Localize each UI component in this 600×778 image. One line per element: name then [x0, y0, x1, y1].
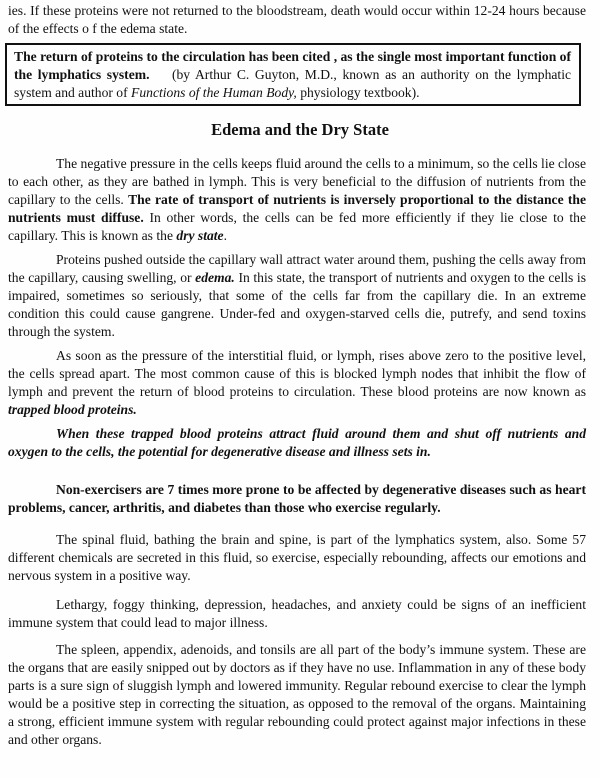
callout-book-title: Functions of the Human Body, [131, 85, 297, 100]
p1-bold-statement: The rate of transport of nutrients is inversely proportional to the distance the nutrients must diffuse. [8, 192, 586, 225]
quote-callout-box [5, 43, 581, 106]
paragraph-immune-organs: The spleen, appendix, adenoids, and tonsils are all part of the body’s immune system. These are the organs that are easily snipped out by doctors as if they have no use. Inflammation in any of these body parts is a sure sign of sluggish lymph and lowered immunity. Regular rebound exercise to clear the lymph would be a positive step in correcting the situation, as opposed to the removal of the organs. Maintaining a strong, efficient immune system with regular rebounding could protect against major infections in these and other organs. [8, 642, 586, 747]
p2-text-a: Proteins pushed outside the capillary wall attract water around them, pushing the cells away from the capillary, causing swelling, or [8, 252, 586, 285]
p1-dry-state-term: dry state [176, 228, 224, 243]
paragraph-lethargy: Lethargy, foggy thinking, depression, headaches, and anxiety could be signs of an inefficient immune system that could lead to major illness. [8, 597, 586, 630]
paragraph-edema [8, 251, 586, 341]
paragraph-spinal-fluid: The spinal fluid, bathing the brain and spine, is part of the lymphatics system, also. Some 57 different chemicals are secreted in this fluid, so exercise, especially rebounding, affects our emotions and nervous system in a positive way. [8, 532, 586, 583]
p1-text-a: The negative pressure in the cells keeps fluid around the cells to a minimum, so the cells lie close to each other, as they are bathed in lymph. This is very beneficial to the diffusion of nutrients from the capillary to the cells. [8, 156, 586, 207]
callout-attribution-post: physiology textbook). [296, 85, 420, 100]
callout-attribution-pre: (by Arthur C. Guyton, M.D., known as an authority on the lymphatic system and author of [14, 67, 571, 100]
p2-edema-term: edema. [195, 270, 235, 285]
p3-text-a: As soon as the pressure of the interstitial fluid, or lymph, rises above zero to the positive level, the cells spread apart. The most common cause of this is blocked lymph nodes that inhibit the flow of lymph and prevent the return of blood proteins to circulation. These blood proteins are now known as [8, 348, 586, 399]
intro-paragraph [8, 2, 586, 38]
p2-text-c: In this state, the transport of nutrients and oxygen to the cells is impaired, sometimes so seriously, that some of the cells far from the capillary die. In an extreme condition this could cause gangrene. Under-fed and oxygen-starved cells die, putrefy, and send toxins through the system. [8, 270, 586, 339]
paragraph-non-exercisers [8, 481, 586, 517]
paragraph-interstitial-pressure [8, 347, 586, 419]
section-heading: Edema and the Dry State [211, 120, 389, 139]
p1-text-e: . [223, 228, 227, 243]
paragraph-dry-state [8, 155, 586, 245]
callout-bold-statement: The return of proteins to the circulation has been cited , as the single most important function of the lymphatics system. [14, 49, 571, 82]
intro-text: ies. If these proteins were not returned to the bloodstream, death would occur within 12-24 hours because of the effects o f the edema state. [8, 3, 586, 36]
p1-text-c: In other words, the cells can be fed more efficiently if they lie close to the capillary. This is known as the [8, 210, 586, 243]
p5-bold-statement: Non-exercisers are 7 times more prone to be affected by degenerative diseases such as heart problems, cancer, arthritis, and diabetes than those who exercise regularly. [8, 482, 586, 515]
p3-trapped-proteins-term: trapped blood proteins. [8, 402, 137, 417]
paragraph-degenerative-potential: When these trapped blood proteins attract fluid around them and shut off nutrients and oxygen to the cells, the potential for degenerative disease and illness sets in. [8, 426, 586, 459]
